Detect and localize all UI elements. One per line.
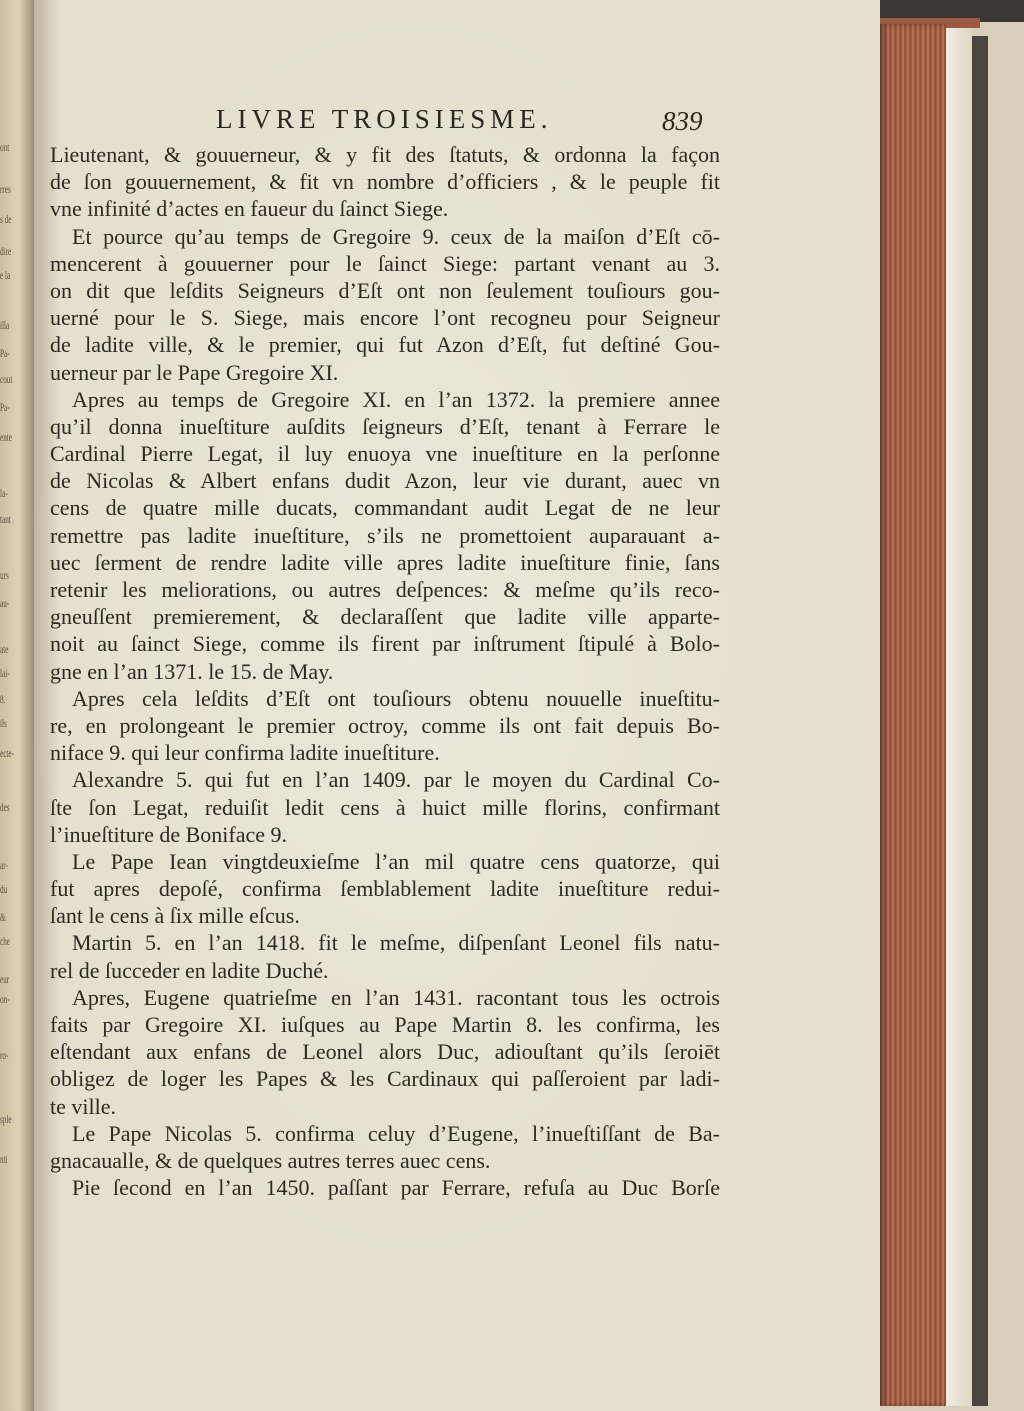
previous-page-fragment: 8. <box>0 692 6 706</box>
text-line: Le Pape Iean vingtdeuxieſme l’an mil quatre cens quatorze, qui <box>72 848 720 874</box>
previous-page-fragment: cout <box>0 372 13 386</box>
text-line: remettre pas ladite inueſtiture, s’ils ne promettoient auparauant a- <box>50 522 720 548</box>
text-line: Pie ſecond en l’an 1450. paſſant par Ferrare, refuſa au Duc Borſe <box>72 1175 720 1201</box>
text-line: obligez de loger les Papes & les Cardinaux qui paſſeroient par ladi- <box>50 1066 720 1092</box>
previous-page-fragment: du <box>0 882 8 896</box>
text-line: uerné pour le S. Siege, mais encore l’ont recogneu pour Seigneur <box>50 305 720 331</box>
text-line: Alexandre 5. qui fut en l’an 1409. par le moyen du Cardinal Co- <box>72 767 720 793</box>
previous-page-fragment: illa <box>0 318 10 332</box>
book-cover-shadow <box>972 36 988 1406</box>
previous-page-fragment: on- <box>0 992 10 1006</box>
text-line: fut apres depoſé, confirma ſemblablement ladite inueſtiture redui- <box>50 876 720 902</box>
previous-page-fragment: ar- <box>0 858 8 872</box>
text-line: Cardinal Pierre Legat, il luy enuoya vne inueſtiture en la perſonne <box>50 441 720 467</box>
previous-page-fragment: lai- <box>0 666 10 680</box>
text-line: mencerent à gouuerner pour le ſainct Siege: partant venant au 3. <box>50 250 720 276</box>
previous-page-fragment: Pa- <box>0 400 10 414</box>
previous-page-fragment: & <box>0 910 6 924</box>
previous-page-fragment: tant <box>0 512 11 526</box>
text-line: ſant le cens à ſix mille eſcus. <box>50 903 300 929</box>
previous-page-edge <box>0 0 34 1411</box>
previous-page-fragment: au- <box>0 596 10 610</box>
previous-page-fragment: dire <box>0 244 12 258</box>
text-line: on dit que leſdits Seigneurs d’Eſt ont non ſeulement touſiours gou- <box>50 277 720 303</box>
text-line: qu’il donna inueſtiture auſdits ſeigneurs d’Eſt, tenant à Ferrare le <box>50 413 720 439</box>
page-number: 839 <box>662 106 703 136</box>
previous-page-fragment: des <box>0 800 10 814</box>
text-line: eſtendant aux enfans de Leonel alors Duc, adiouſtant qu’ils ſeroiēt <box>50 1039 720 1065</box>
text-line: retenir les meliorations, ou autres deſpences: & meſme qu’ils reco- <box>50 577 720 602</box>
running-title: LIVRE TROISIESME. <box>216 104 553 134</box>
text-line: te ville. <box>50 1093 116 1119</box>
previous-page-fragment: Pa- <box>0 346 10 360</box>
book-cover-board <box>946 28 972 1406</box>
text-line: gne en l’an 1371. le 15. de May. <box>50 658 334 684</box>
previous-page-fragment: rres <box>0 182 11 196</box>
text-line: Et pource qu’au temps de Gregoire 9. ceux de la maiſon d’Eſt cō- <box>72 223 720 249</box>
previous-page-fragment: ro- <box>0 1048 9 1062</box>
text-line: uec ſerment de rendre ladite ville apres ladite inueſtiture finie, ſans <box>50 549 720 575</box>
previous-page-fragment: ecte- <box>0 746 14 760</box>
previous-page-fragment: ont <box>0 140 10 154</box>
previous-page-fragment: ate <box>0 642 9 656</box>
previous-page-fragment: sple <box>0 1112 12 1126</box>
text-line: niface 9. qui leur confirma ladite inueſtiture. <box>50 740 440 766</box>
page-fore-edge <box>880 24 946 1406</box>
text-line: cens de quatre mille ducats, commandant audit Legat de ne leur <box>50 495 720 521</box>
text-line: de ſon gouuernement, & fit vn nombre d’officiers , & le peuple fit <box>50 169 720 195</box>
text-line: noit au ſainct Siege, comme ils firent par inſtrument ſtipulé à Bolo- <box>50 631 720 657</box>
text-line: faits par Gregoire XI. iuſques au Pape Martin 8. les confirma, les <box>50 1012 720 1037</box>
previous-page-fragment: s de <box>0 212 12 226</box>
text-line: gnacaualle, & de quelques autres terres auec cens. <box>50 1147 491 1173</box>
previous-page-fragment: che <box>0 934 10 948</box>
text-line: Le Pape Nicolas 5. confirma celuy d’Eugene, l’inueſtiſſant de Ba- <box>72 1120 720 1146</box>
book-page <box>34 0 880 1411</box>
previous-page-fragment: nti <box>0 1152 8 1166</box>
text-line: uerneur par le Pape Gregoire XI. <box>50 359 339 385</box>
previous-page-fragment: ente <box>0 430 12 444</box>
text-line: Apres, Eugene quatrieſme en l’an 1431. racontant tous les octrois <box>72 984 720 1010</box>
body-text <box>50 141 720 1201</box>
text-line: gneuſſent premierement, & declaraſſent que ladite ville apparte- <box>50 604 720 630</box>
previous-page-fragment: urs <box>0 568 9 582</box>
previous-page-fragment: la- <box>0 486 8 500</box>
text-line: Lieutenant, & gouuerneur, & y fit des ſtatuts, & ordonna la façon <box>50 142 720 167</box>
previous-page-fragment: e la <box>0 268 11 282</box>
page-header <box>34 104 880 144</box>
previous-page-fragment: ils <box>0 716 7 730</box>
text-line: l’inueſtiture de Boniface 9. <box>50 821 288 847</box>
text-line: de Nicolas & Albert enfans dudit Azon, leur vie durant, auec vn <box>50 468 720 494</box>
previous-page-fragment: eur <box>0 972 10 986</box>
text-line: ſte ſon Legat, reduiſit ledit cens à huict mille florins, confirmant <box>50 794 720 820</box>
text-line: Apres au temps de Gregoire XI. en l’an 1372. la premiere annee <box>72 386 720 412</box>
text-line: vne infinité d’actes en faueur du ſainct Siege. <box>50 196 449 222</box>
text-line: Martin 5. en l’an 1418. fit le meſme, diſpenſant Leonel fils natu- <box>72 930 720 956</box>
text-line: rel de ſucceder en ladite Duché. <box>50 957 329 983</box>
text-line: re, en prolongeant le premier octroy, comme ils ont fait depuis Bo- <box>50 712 720 738</box>
text-line: de ladite ville, & le premier, qui fut Azon d’Eſt, fut deſtiné Gou- <box>50 332 720 358</box>
text-line: Apres cela leſdits d’Eſt ont touſiours obtenu nouuelle inueſtitu- <box>72 685 720 711</box>
